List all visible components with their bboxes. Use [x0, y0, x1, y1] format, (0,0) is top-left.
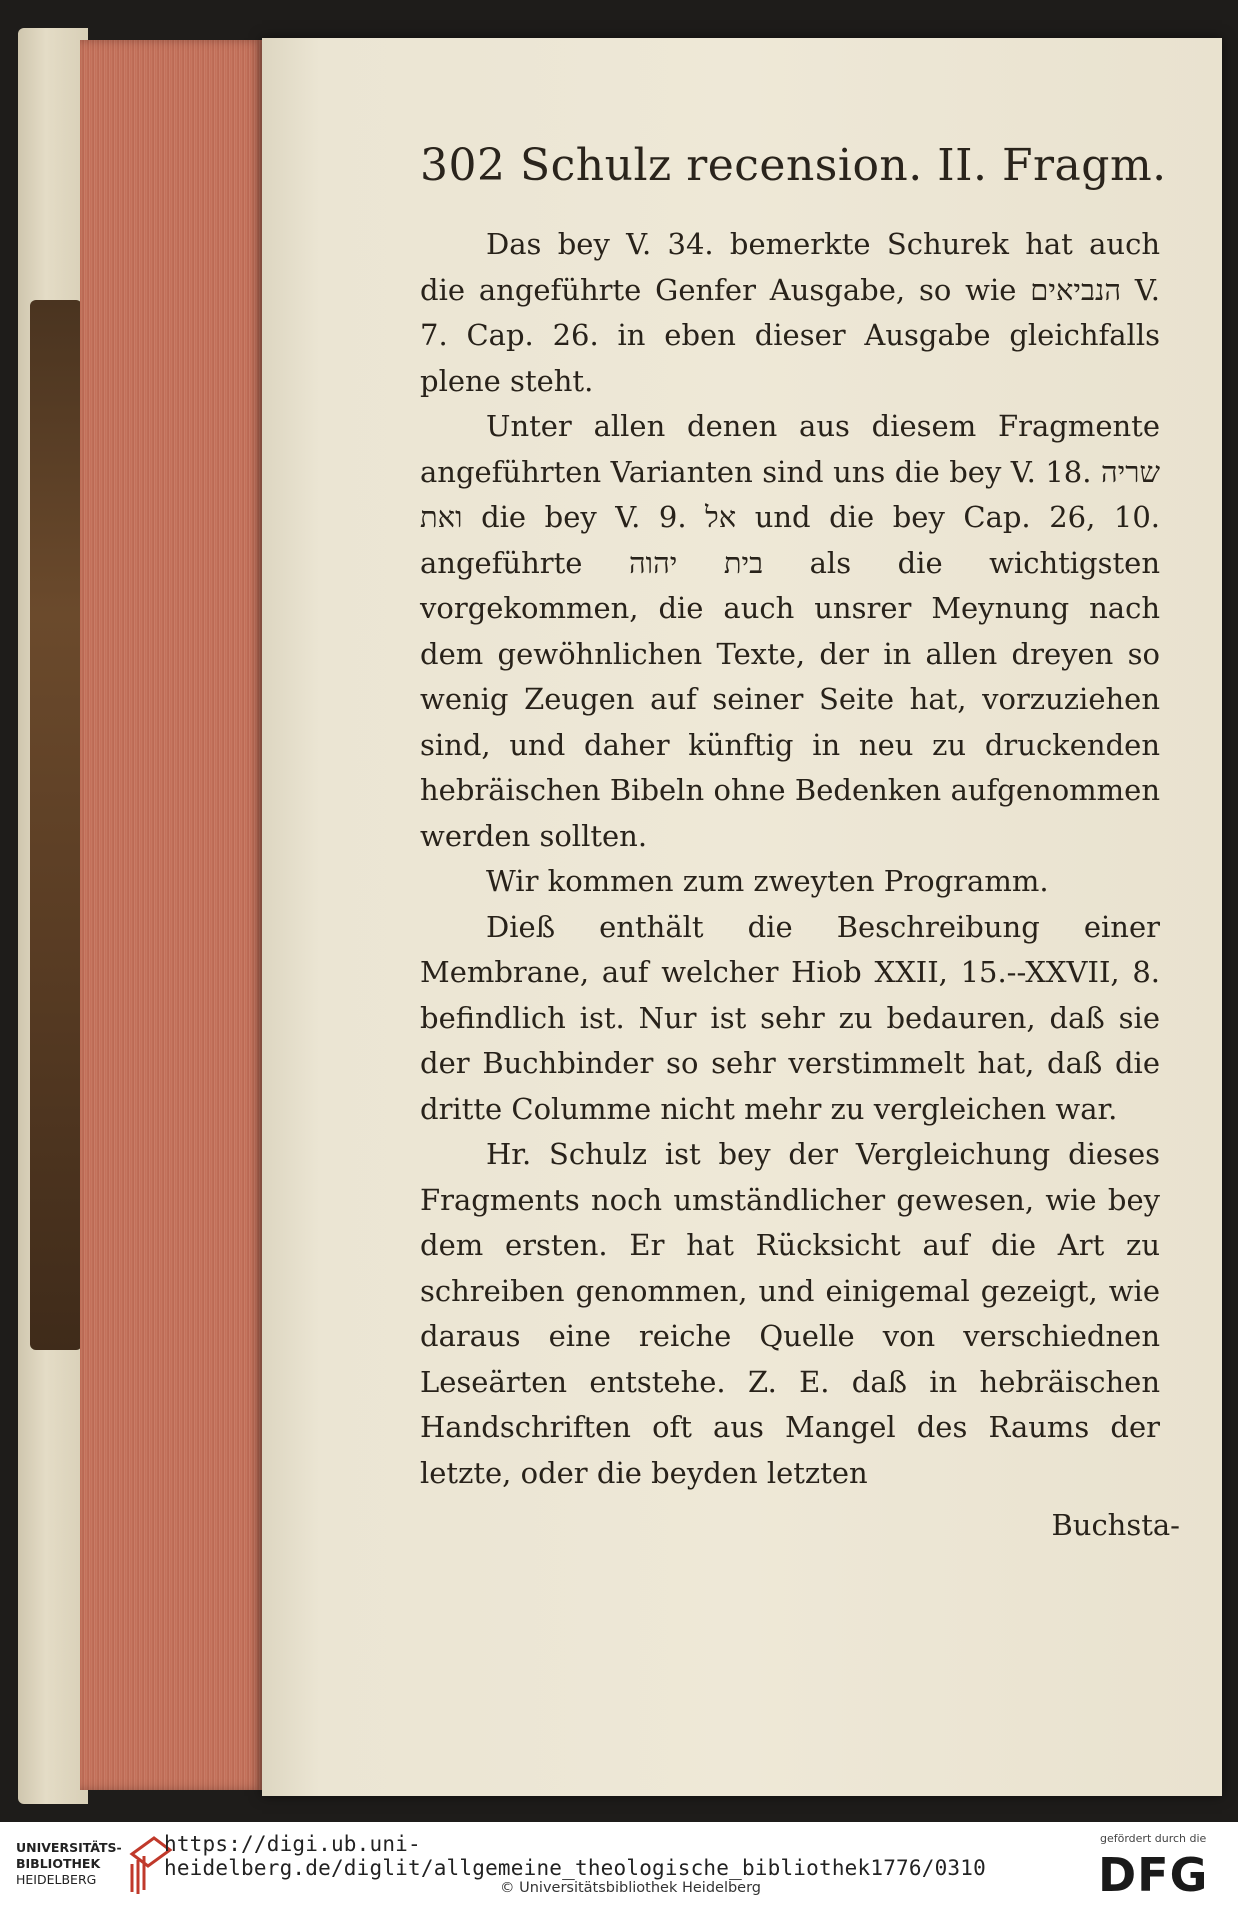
red-page-edges: [80, 40, 266, 1790]
viewer-footer: [0, 1822, 1238, 1912]
leather-spine: [30, 300, 82, 1350]
body-text: [420, 222, 1160, 1496]
paragraph-3: Wir kommen zum zweyten Programm.: [486, 864, 1049, 898]
page-number: 302: [420, 140, 506, 191]
copyright-notice: © Universitätsbibliothek Heidelberg: [500, 1880, 762, 1896]
paragraph-2: Unter allen denen aus diesem Fragmente angeführten Varianten sind uns die bey V. 18. שריה ואת die bey V. 9. אל und die bey Cap. 26, 10. angeführte בית יהוה als die wichtigsten vorgekommen, die auch unsrer Meynung nach dem gewöhnlichen Texte, der in allen dreyen so wenig Zeugen auf seiner Seite hat, vorzuziehen sind, und daher künftig in neu zu druckenden hebräischen Bibeln ohne Bedenken aufgenommen werden sollten.: [420, 409, 1160, 853]
library-logo[interactable]: [16, 1840, 126, 1900]
library-name-line-2: BIBLIOTHEK: [16, 1856, 101, 1871]
library-name-line-3: HEIDELBERG: [16, 1872, 97, 1887]
permalink-url[interactable]: https://digi.ub.uni-heidelberg.de/diglit/allgemeine_theologische_bibliothek1776/0310: [164, 1832, 986, 1880]
paragraph-1: Das bey V. 34. bemerkte Schurek hat auch die angeführte Genfer Ausgabe, so wie הנביאים V. 7. Cap. 26. in eben dieser Ausgabe gleichfalls plene steht.: [420, 227, 1161, 398]
dfg-logo[interactable]: DFG: [1098, 1848, 1209, 1902]
paragraph-5: Hr. Schulz ist bey der Vergleichung dieses Fragments noch umständlicher gewesen, wie bey dem ersten. Er hat Rücksicht auf die Art zu schreiben genommen, und einigemal gezeigt, wie daraus eine reiche Quelle von verschiednen Leseärten entstehe. Z. E. daß in hebräischen Handschriften oft aus Mangel des Raums der letzte, oder die beyden letzten: [420, 1137, 1160, 1490]
library-name-line-1: UNIVERSITÄTS-: [16, 1840, 122, 1855]
catchword: Buchsta-: [1051, 1508, 1180, 1542]
paragraph-4: Dieß enthält die Beschreibung einer Membrane, auf welcher Hiob XXII, 15.--XXVII, 8. befindlich ist. Nur ist sehr zu bedauren, daß sie der Buchbinder so sehr verstimmelt hat, daß die dritte Columme nicht mehr zu vergleichen war.: [420, 909, 1160, 1126]
running-head: [420, 140, 1167, 200]
funding-label: gefördert durch die: [1100, 1832, 1207, 1845]
running-title: Schulz recension. II. Fragm.: [520, 140, 1167, 191]
